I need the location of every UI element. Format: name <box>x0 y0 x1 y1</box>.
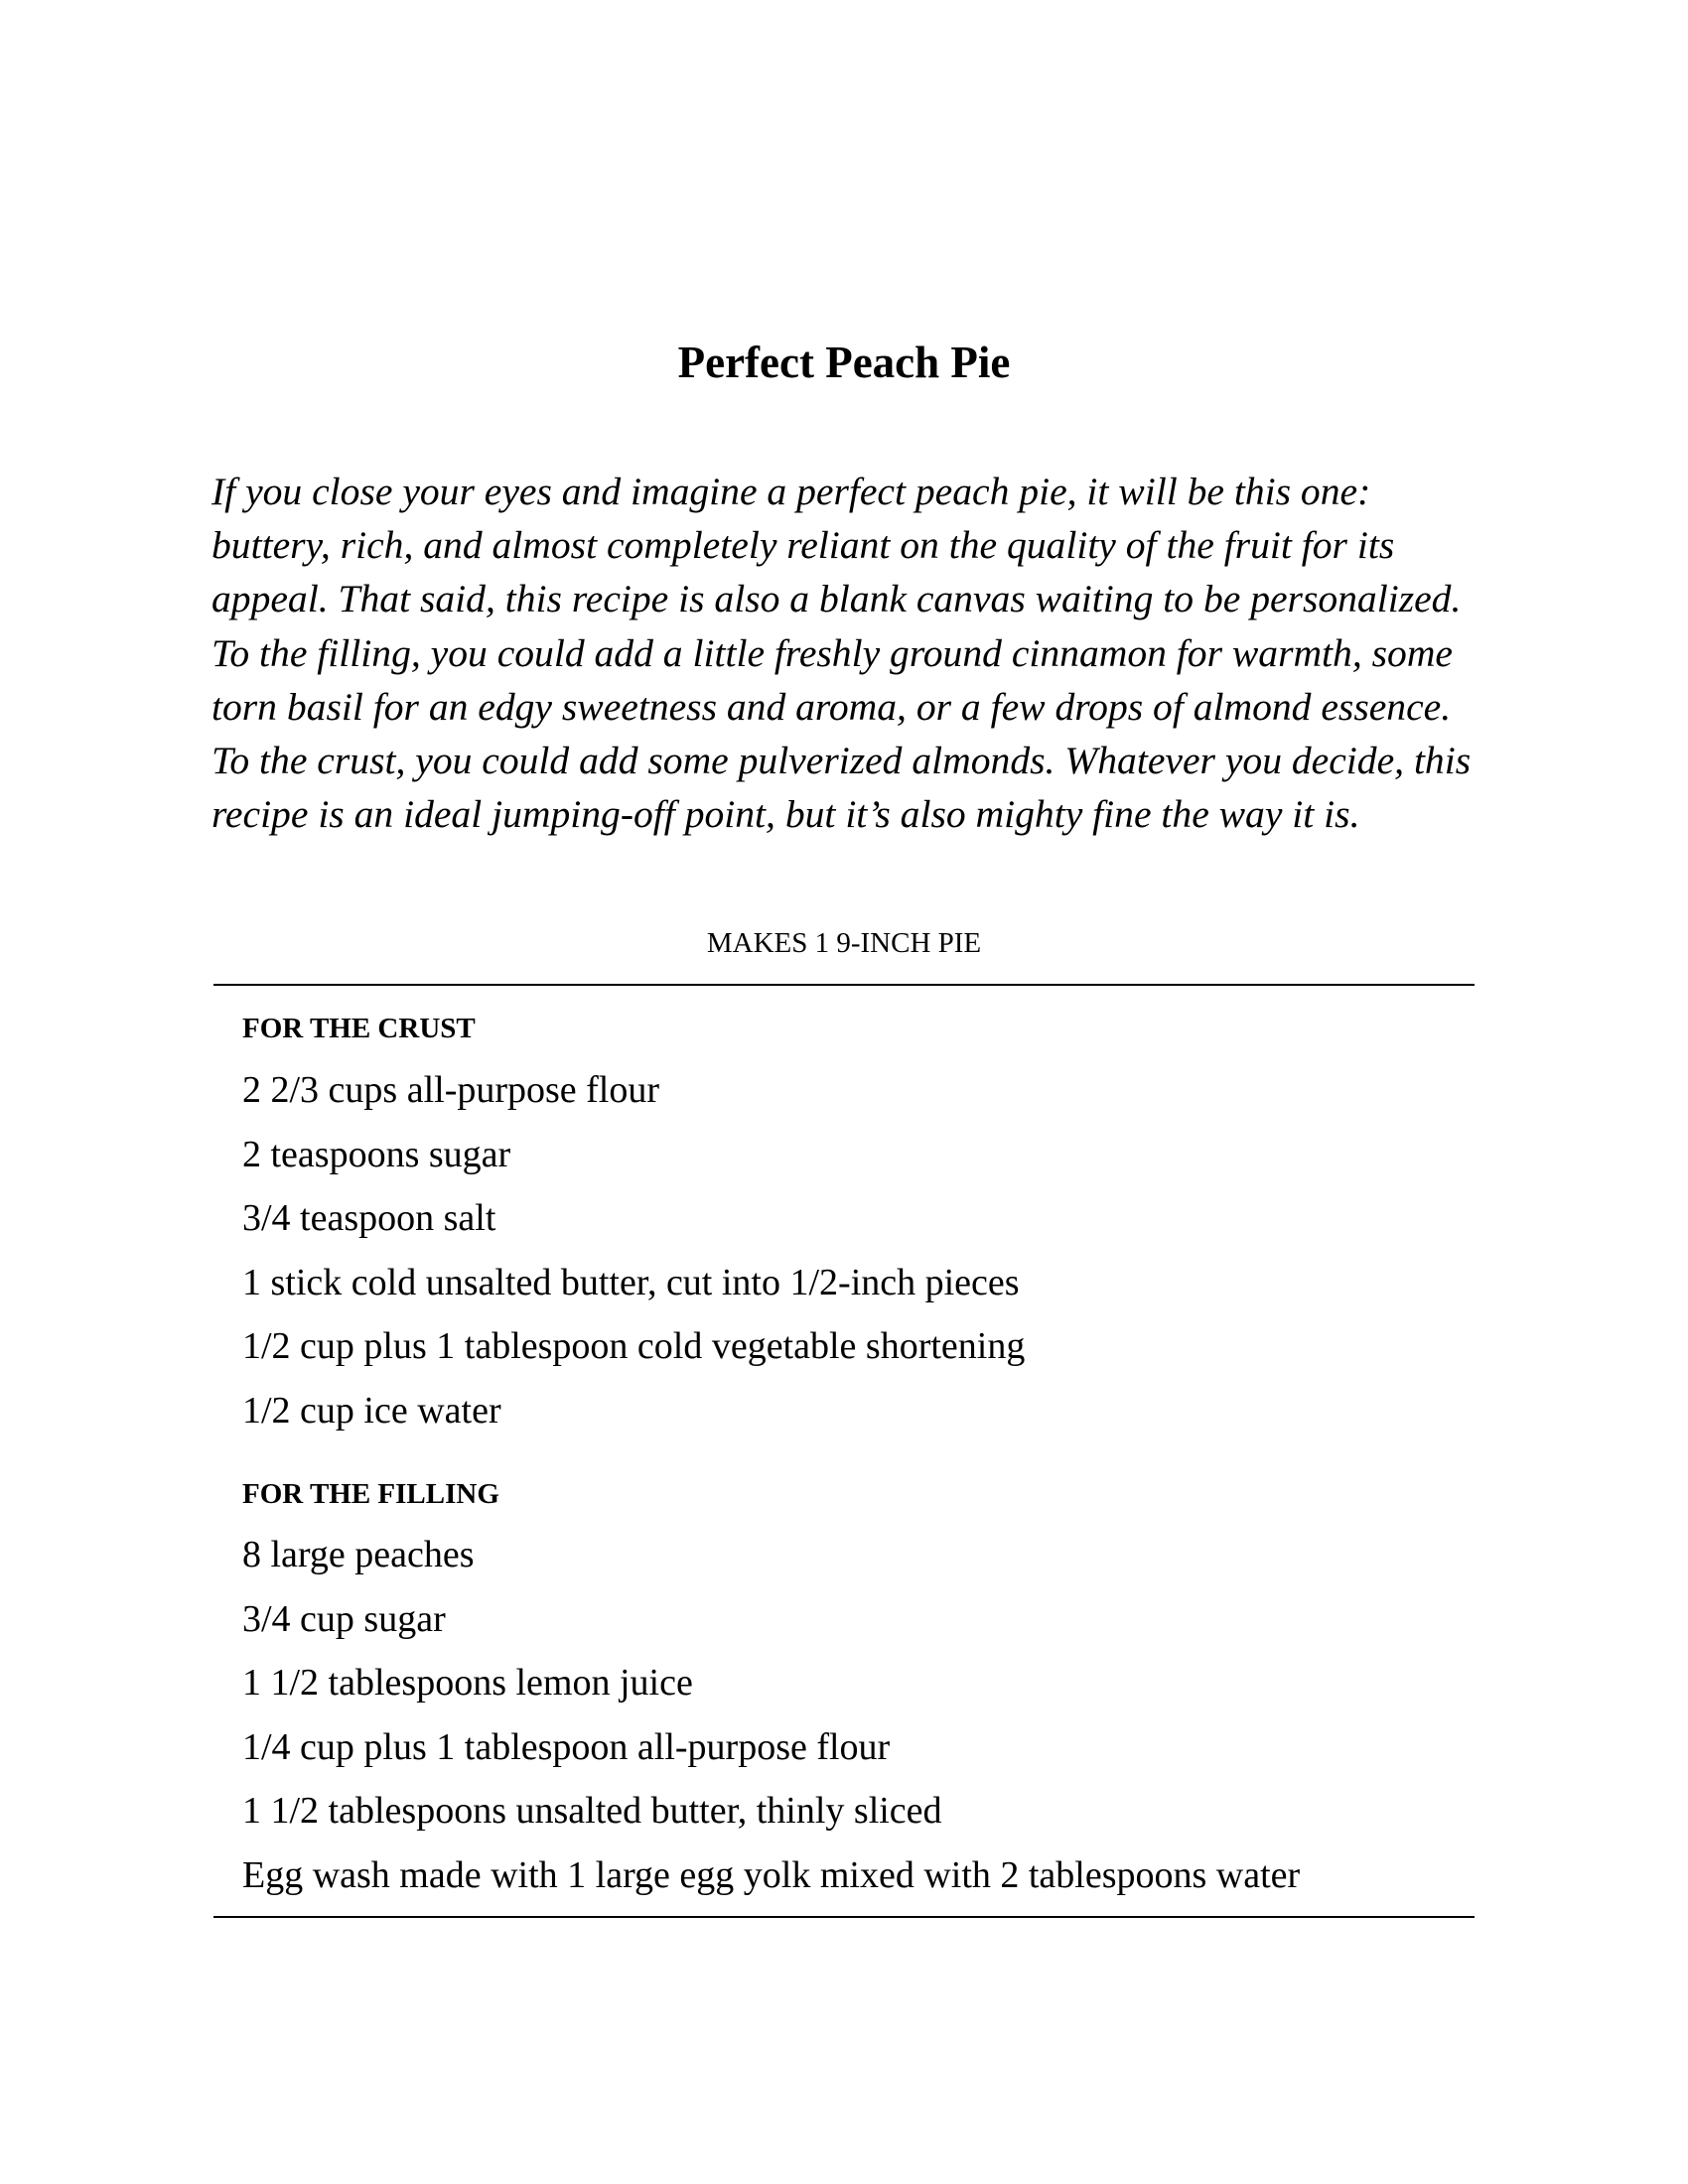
recipe-title: Perfect Peach Pie <box>677 338 1011 387</box>
crust-ingredient: 3/4 teaspoon salt <box>242 1197 496 1239</box>
crust-ingredient: 2 teaspoons sugar <box>242 1133 511 1175</box>
filling-ingredient: Egg wash made with 1 large egg yolk mixed with 2 tablespoons water <box>242 1853 1301 1896</box>
crust-heading: FOR THE CRUST <box>242 1013 476 1044</box>
filling-ingredient: 1 1/2 tablespoons unsalted butter, thinly sliced <box>242 1790 942 1832</box>
filling-ingredient: 1 1/2 tablespoons lemon juice <box>242 1662 693 1704</box>
crust-ingredient-list <box>242 1058 1483 1442</box>
recipe-intro: If you close your eyes and imagine a perfect peach pie, it will be this one: buttery, rich, and almost completely reliant on the quality of the fruit for its appeal. That said, this recipe is also a blank canvas waiting to be personalized. To the filling, you could add a little freshly ground cinnamon for warmth, some torn basil for an edgy sweetness and aroma, or a few drops of almond essence. To the crust, you could add some pulverized almonds. Whatever you decide, this recipe is an ideal jumping-off point, but it’s also mighty fine the way it is. <box>211 470 1472 837</box>
filling-heading: FOR THE FILLING <box>242 1478 499 1510</box>
crust-ingredient: 1/2 cup ice water <box>242 1389 501 1432</box>
recipe-yield: MAKES 1 9-INCH PIE <box>706 927 982 959</box>
crust-ingredient: 2 2/3 cups all-purpose flour <box>242 1069 660 1111</box>
top-divider <box>213 984 1475 986</box>
filling-ingredient-list <box>242 1523 1483 1907</box>
filling-ingredient: 8 large peaches <box>242 1534 475 1575</box>
crust-ingredient: 1/2 cup plus 1 tablespoon cold vegetable shortening <box>242 1325 1026 1367</box>
crust-ingredient: 1 stick cold unsalted butter, cut into 1/2-inch pieces <box>242 1261 1020 1303</box>
filling-ingredient: 1/4 cup plus 1 tablespoon all-purpose flour <box>242 1725 891 1768</box>
bottom-divider <box>213 1916 1475 1918</box>
filling-ingredient: 3/4 cup sugar <box>242 1597 446 1640</box>
